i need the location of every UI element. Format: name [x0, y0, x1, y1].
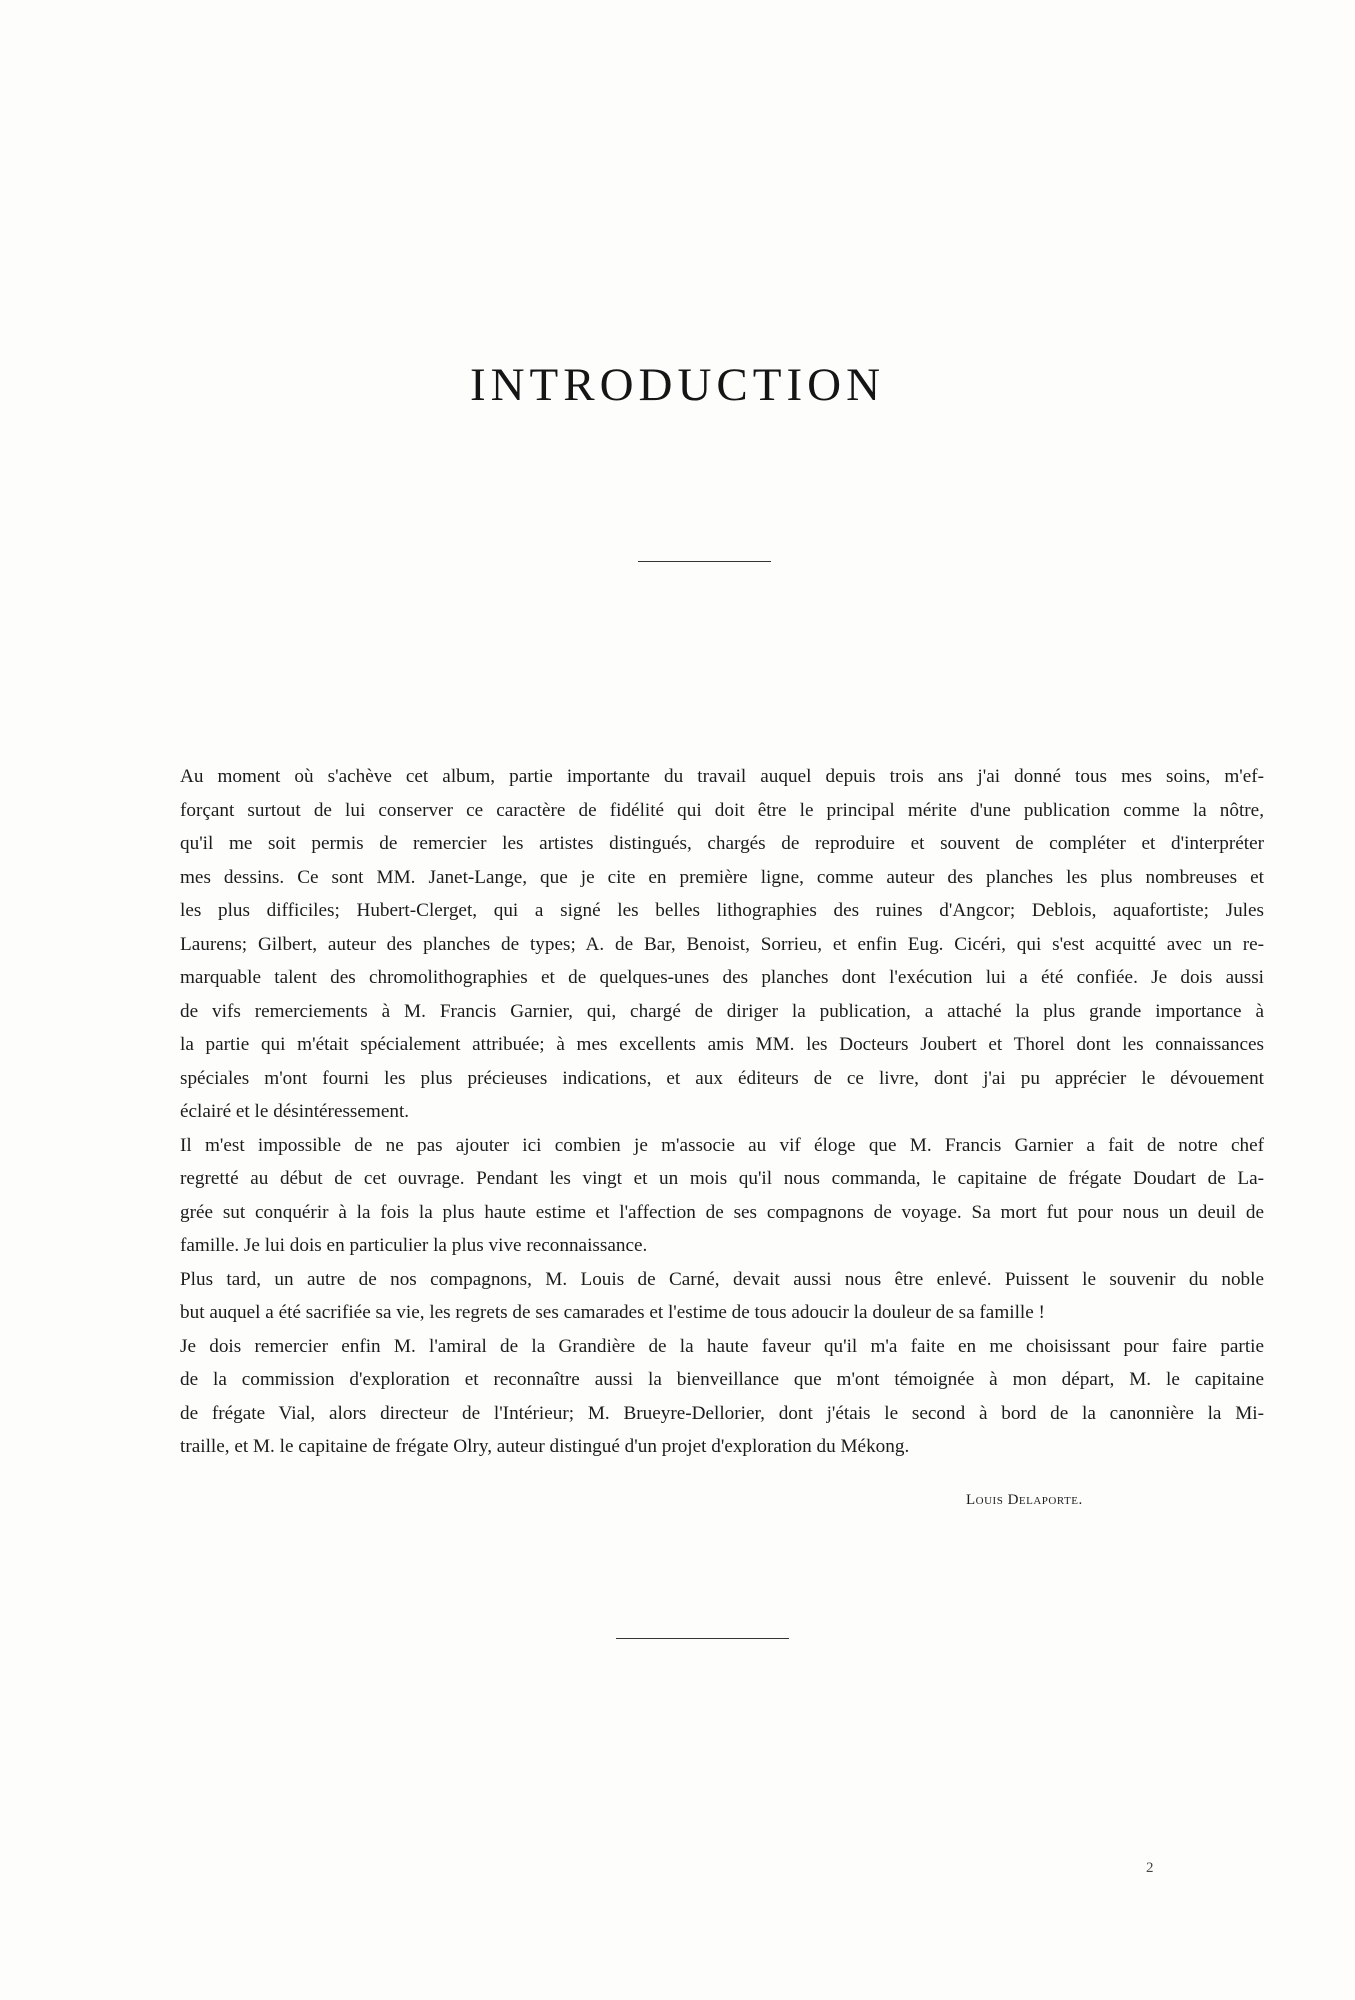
title-divider — [638, 561, 771, 562]
text-line: Plus tard, un autre de nos compagnons, M. Louis de Carné, devait aussi nous être enlevé. Puissent le souvenir du noble — [180, 1268, 1264, 1290]
paragraph-2 — [180, 1129, 1264, 1263]
text-line: les plus difficiles; Hubert-Clerget, qui a signé les belles lithographies des ruines d'Angcor; Deblois, aquafortiste; Jules — [180, 900, 1264, 921]
text-line: traille, et M. le capitaine de frégate Olry, auteur distingué d'un projet d'exploration du Mékong. — [180, 1436, 910, 1457]
author-signature: Louis Delaporte. — [966, 1492, 1083, 1508]
text-line: Je dois remercier enfin M. l'amiral de la Grandière de la haute faveur qu'il m'a faite en me choisissant pour faire partie — [180, 1335, 1264, 1357]
text-line: la partie qui m'était spécialement attribuée; à mes excellents amis MM. les Docteurs Joubert et Thorel dont les connaissances — [180, 1034, 1264, 1055]
text-line: but auquel a été sacrifiée sa vie, les regrets de ses camarades et l'estime de tous adoucir la douleur de sa famille ! — [180, 1302, 1045, 1323]
text-line: Au moment où s'achève cet album, partie importante du travail auquel depuis trois ans j'ai donné tous mes soins, m'ef- — [180, 766, 1264, 787]
text-line: mes dessins. Ce sont MM. Janet-Lange, que je cite en première ligne, comme auteur des planches les plus nombreuses et — [180, 866, 1264, 888]
paragraph-3 — [180, 1263, 1264, 1330]
text-line: marquable talent des chromolithographies et de quelques-unes des planches dont l'exécution lui a été confiée. Je dois aussi — [180, 967, 1264, 988]
text-line: Laurens; Gilbert, auteur des planches de types; A. de Bar, Benoist, Sorrieu, et enfin Eug. Cicéri, qui s'est acquitté avec un re- — [180, 933, 1264, 955]
page-title: INTRODUCTION — [469, 359, 886, 411]
text-line: de frégate Vial, alors directeur de l'Intérieur; M. Brueyre-Dellorier, dont j'étais le second à bord de la canonnière la Mi- — [180, 1402, 1264, 1424]
paragraph-1 — [180, 760, 1264, 1129]
introduction-body — [180, 760, 1264, 1464]
text-line: Il m'est impossible de ne pas ajouter ici combien je m'associe au vif éloge que M. Francis Garnier a fait de notre chef — [180, 1134, 1264, 1156]
page-number: 2 — [1146, 1860, 1154, 1876]
text-line: famille. Je lui dois en particulier la plus vive reconnaissance. — [180, 1235, 648, 1256]
closing-divider — [616, 1638, 789, 1639]
text-line: de la commission d'exploration et reconnaître aussi la bienveillance que m'ont témoignée à mon départ, M. le capitaine — [180, 1369, 1264, 1390]
text-line: forçant surtout de lui conserver ce caractère de fidélité qui doit être le principal mérite d'une publication comme la nôtre, — [180, 799, 1264, 821]
text-line: qu'il me soit permis de remercier les artistes distingués, chargés de reproduire et souvent de compléter et d'interpréter — [180, 833, 1264, 854]
text-line: regretté au début de cet ouvrage. Pendant les vingt et un mois qu'il nous commanda, le capitaine de frégate Doudart de La- — [180, 1168, 1264, 1189]
text-line: spéciales m'ont fourni les plus précieuses indications, et aux éditeurs de ce livre, dont j'ai pu apprécier le dévouement — [180, 1067, 1264, 1089]
text-line: éclairé et le désintéressement. — [180, 1101, 410, 1122]
text-line: grée sut conquérir à la fois la plus haute estime et l'affection de ses compagnons de voyage. Sa mort fut pour nous un deuil de — [180, 1201, 1264, 1223]
text-line: de vifs remerciements à M. Francis Garnier, qui, chargé de diriger la publication, a attaché la plus grande importance à — [180, 1000, 1264, 1022]
paragraph-4 — [180, 1330, 1264, 1464]
